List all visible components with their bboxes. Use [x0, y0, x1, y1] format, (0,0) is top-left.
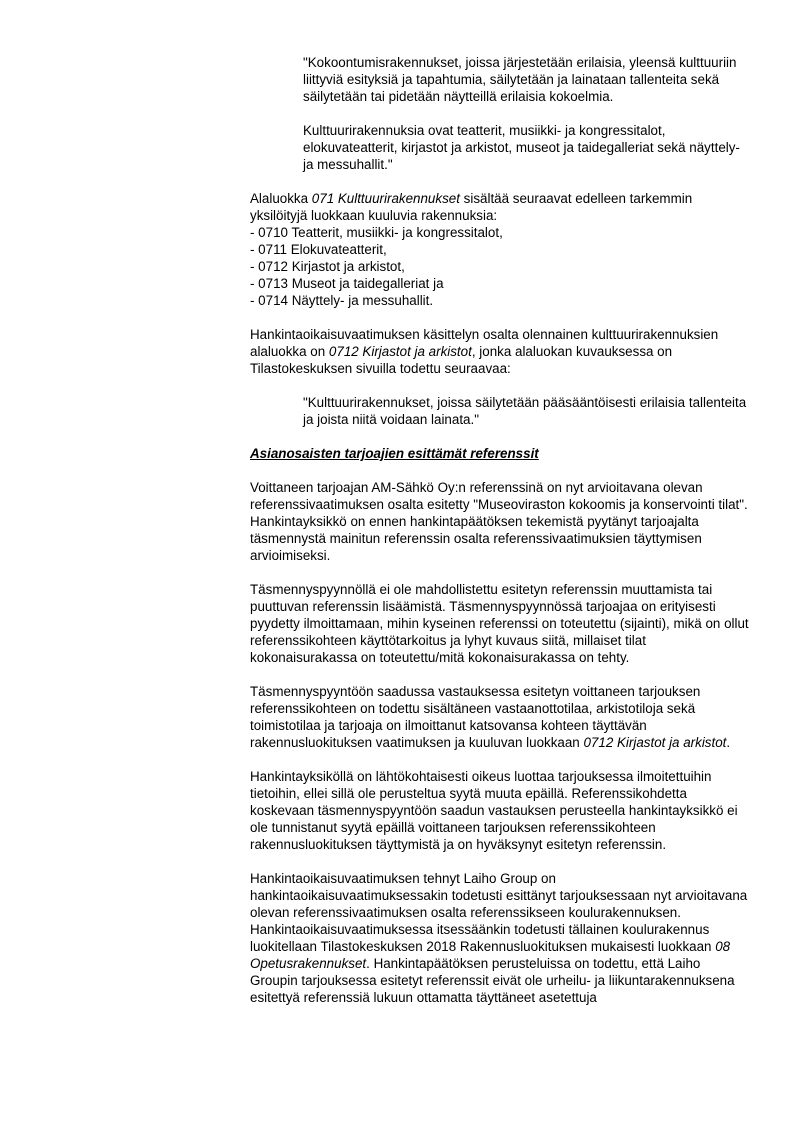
document-page	[250, 54, 750, 1006]
assessment-paragraph	[250, 326, 750, 377]
italic-span: 0712 Kirjastot ja arkistot	[583, 735, 727, 750]
list-item: - 0713 Museot ja taidegalleriat ja	[250, 276, 444, 291]
section-heading: Asianosaisten tarjoajien esittämät referenssit	[250, 446, 539, 461]
library-quote: "Kulttuurirakennukset, joissa säilytetään pääsääntöisesti erilaisia tallenteita ja joista niitä voidaan lainata."	[303, 395, 747, 427]
italic-span: 08 Opetusrakennukset	[250, 939, 731, 971]
text-span: Täsmennyspyyntöön saadussa vastauksessa esitetyn voittaneen tarjouksen referenssikohteen on todettu sisältäneen vastaanottotilaa, arkistotiloja sekä toimistotilaa ja tarjoaja on ilmoittanut katsovansa kohteen täyttävän rakennusluokituksen vaatimuksen ja kuuluvan luokkaan	[250, 684, 701, 750]
subclass-paragraph	[250, 190, 750, 224]
quote-paragraph-1: "Kokoontumisrakennukset, joissa järjestetään erilaisia, yleensä kulttuuriin liittyviä esityksiä ja tapahtumia, säilytetään ja lainataan tallenteita sekä säilytetään tai pidetään näytteillä erilaisia kokoelmia.	[303, 55, 737, 104]
list-item: - 0710 Teatterit, musiikki- ja kongressitalot,	[250, 225, 503, 240]
winner-paragraph: Voittaneen tarjoajan AM-Sähkö Oy:n referenssinä on nyt arvioitavana olevan referenssivaatimuksen osalta esitetty "Museoviraston kokoomis ja konservointi tilat". Hankintayksikkö on ennen hankintapäätöksen tekemistä pyytänyt tarjoajalta täsmennystä mainitun referenssin osalta referenssivaatimuksien täyttymisen arvioimiseksi.	[250, 480, 748, 563]
text-span: .	[726, 735, 731, 750]
text-span: sisältää seuraavat edelleen tarkemmin yksilöityjä luokkaan kuuluvia rakennuksia:	[250, 191, 693, 223]
text-span: Alaluokka	[250, 191, 312, 206]
quote-paragraph-2: Kulttuurirakennuksia ovat teatterit, musiikki- ja kongressitalot, elokuvateatterit, kirjastot ja arkistot, museot ja taidegalleriat sekä näyttely- ja messuhallit."	[303, 123, 740, 172]
definition-quote	[303, 54, 750, 173]
list-item: - 0712 Kirjastot ja arkistot,	[250, 259, 405, 274]
text-span: , jonka alaluokan kuvauksessa on Tilastokeskuksen sivuilla todettu seuraavaa:	[250, 344, 673, 376]
text-span: . Hankintapäätöksen perusteluissa on todettu, että Laiho Groupin tarjouksessa esitetyt referenssit eivät ole urheilu- ja liikuntarakennuksena esitettyä referenssiä lukuun ottamatta täyttäneet asetettuja	[250, 956, 735, 1005]
trust-paragraph: Hankintayksiköllä on lähtökohtaisesti oikeus luottaa tarjouksessa ilmoitettuihin tietoihin, ellei sillä ole perusteltua syytä muuta epäillä. Referenssikohdetta koskevaan täsmennyspyyntöön saadun vastauksen perusteella hankintayksikkö ei ole tunnistanut syytä epäillä voittaneen tarjouksen referenssikohteen rakennusluokituksen täyttymistä ja on hyväksynyt esitetyn referenssin.	[250, 769, 738, 852]
italic-span: 0712 Kirjastot ja arkistot	[328, 344, 472, 359]
clarification-paragraph: Täsmennyspyynnöllä ei ole mahdollistettu esitetyn referenssin muuttamista tai puuttuvan referenssin lisäämistä. Täsmennyspyynnössä tarjoajaa on erityisesti pyydetty ilmoittamaan, mihin kyseinen referenssi on toteutettu (sijainti), mikä on ollut referenssikohteen käyttötarkoitus ja lyhyt kuvaus siitä, millaiset tilat kokonaisurakassa on toteutettu/mitä kokonaisurakassa on tehty.	[250, 582, 749, 665]
text-span: Hankintaoikaisuvaatimuksen käsittelyn osalta olennainen kulttuurirakennuksien alaluokka on	[250, 327, 719, 359]
list-item: - 0714 Näyttely- ja messuhallit.	[250, 293, 434, 308]
italic-span: 071 Kulttuurirakennukset	[311, 191, 460, 206]
text-span: Hankintaoikaisuvaatimuksen tehnyt Laiho Group on hankintaoikaisuvaatimuksessakin todetusti esittänyt tarjouksessaan nyt arvioitavana olevan referenssivaatimuksen osalta referenssikseen koulurakennuksen. Hankintaoikaisuvaatimuksessa itsessäänkin todetusti tällainen koulurakennus luokitellaan Tilastokeskuksen 2018 Rakennusluokituksen mukaisesti luokkaan	[250, 871, 748, 954]
response-paragraph	[250, 683, 750, 751]
list-item: - 0711 Elokuvateatterit,	[250, 242, 387, 257]
laiho-paragraph	[250, 870, 750, 1006]
